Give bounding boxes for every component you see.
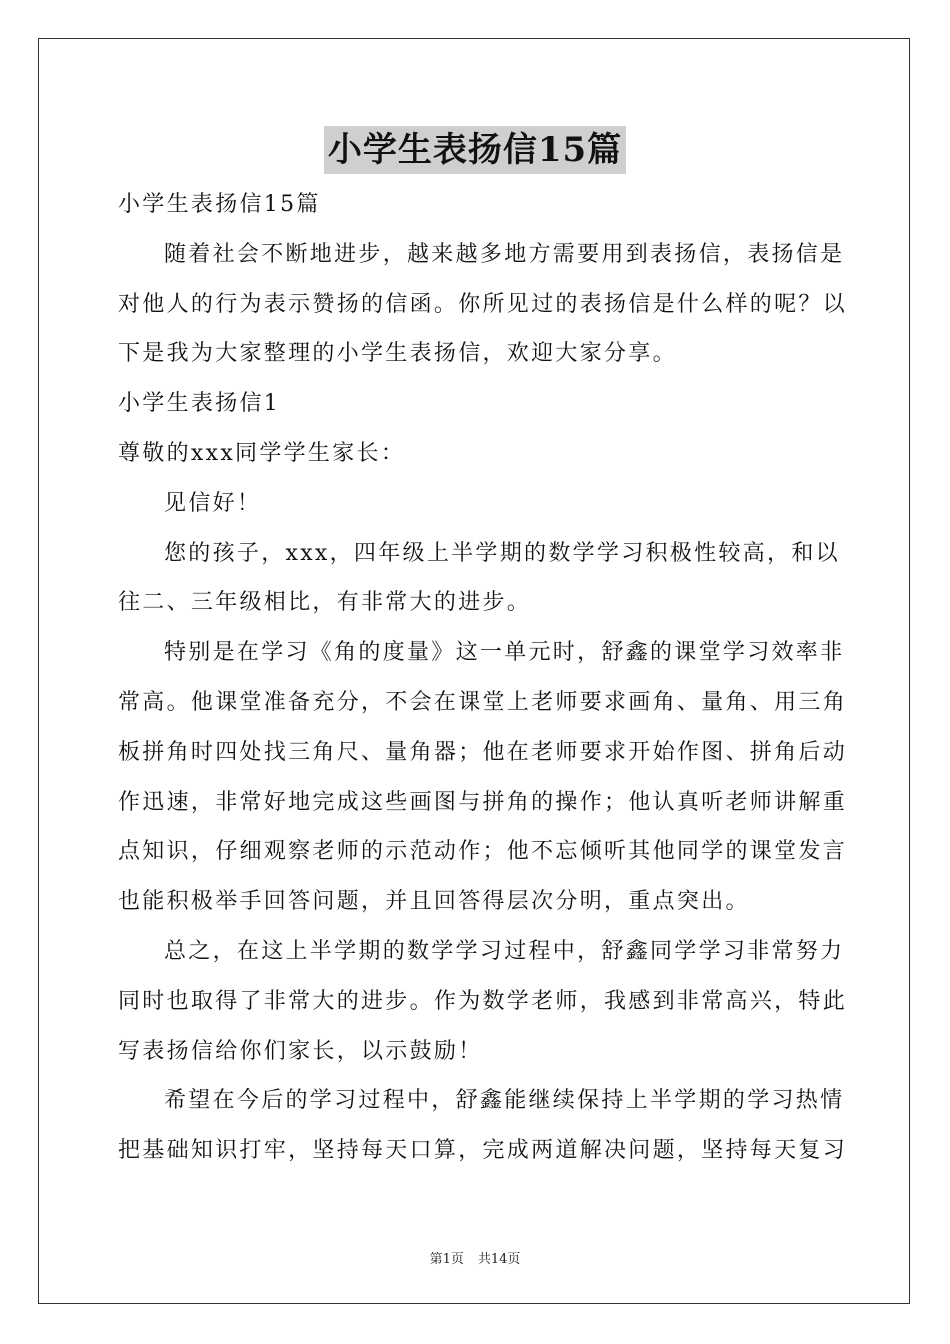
text-line: 尊敬的xxx同学学生家长： (118, 440, 406, 466)
title-area (0, 126, 950, 174)
text-line: 小学生表扬信15篇 (118, 192, 321, 217)
text-line: 板拼角时四处找三角尺、量角器；他在老师要求开始作图、拼角后动 (118, 739, 848, 765)
text-line: 把基础知识打牢，坚持每天口算，完成两道解决问题，坚持每天复习 (118, 1138, 848, 1164)
text-line: 对他人的行为表示赞扬的信函。你所见过的表扬信是什么样的呢？以 (118, 291, 848, 317)
text-line: 随着社会不断地进步，越来越多地方需要用到表扬信，表扬信是 (164, 241, 845, 267)
text-line: 总之，在这上半学期的数学学习过程中，舒鑫同学学习非常努力 (164, 938, 845, 964)
text-line: 写表扬信给你们家长，以示鼓励！ (118, 1038, 483, 1064)
text-line: 点知识，仔细观察老师的示范动作；他不忘倾听其他同学的课堂发言 (118, 839, 848, 865)
document-title: 小学生表扬信15篇 (324, 126, 626, 174)
text-line: 同时也取得了非常大的进步。作为数学老师，我感到非常高兴，特此 (118, 988, 848, 1014)
text-line: 小学生表扬信1 (118, 391, 281, 417)
page-footer (0, 1248, 950, 1267)
page-number: 第1页 (429, 1252, 464, 1267)
text-line: 常高。他课堂准备充分，不会在课堂上老师要求画角、量角、用三角 (118, 689, 848, 715)
text-line: 作迅速，非常好地完成这些画图与拼角的操作；他认真听老师讲解重 (118, 789, 848, 815)
text-line: 见信好！ (164, 490, 262, 516)
text-line: 希望在今后的学习过程中，舒鑫能继续保持上半学期的学习热情 (164, 1088, 845, 1114)
text-line: 您的孩子，xxx，四年级上半学期的数学学习积极性较高，和以 (164, 540, 840, 566)
text-line: 也能积极举手回答问题，并且回答得层次分明，重点突出。 (118, 889, 750, 915)
text-line: 特别是在学习《角的度量》这一单元时，舒鑫的课堂学习效率非 (164, 640, 845, 666)
document-body (118, 180, 848, 1176)
text-line: 下是我为大家整理的小学生表扬信，欢迎大家分享。 (118, 341, 677, 367)
page-total: 共14页 (477, 1252, 521, 1267)
text-line: 往二、三年级相比，有非常大的进步。 (118, 590, 532, 616)
